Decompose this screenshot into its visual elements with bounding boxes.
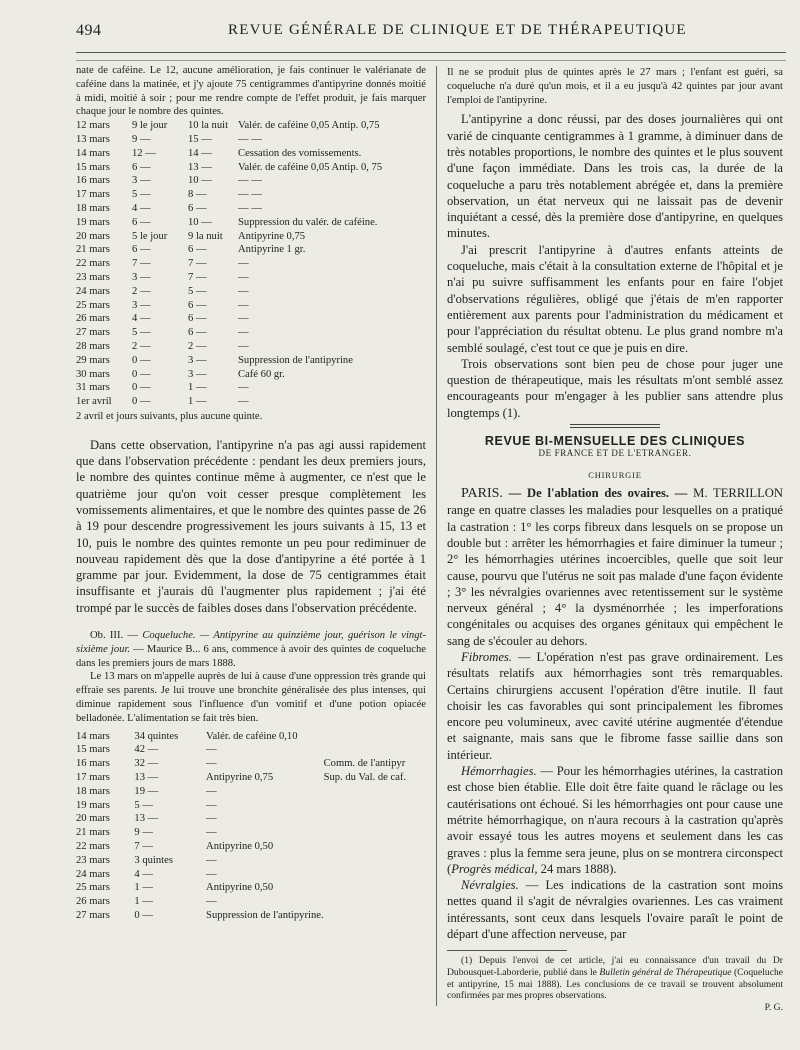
obs3-row-count: 34 quintes <box>134 730 179 742</box>
obs3-row-extra <box>324 785 422 799</box>
obs3-row-extra <box>324 868 422 882</box>
obs3-row-treat: — <box>206 827 217 839</box>
obs3-row <box>76 868 422 882</box>
daily-row-date: 28 mars <box>76 340 110 352</box>
obs3-row-treat: — <box>206 896 217 908</box>
decorative-rule <box>570 424 660 428</box>
obs3-row-extra <box>324 840 422 854</box>
obs3-row-count: 5 — <box>134 799 153 811</box>
daily-row-night: 14 — <box>188 147 212 159</box>
obs3-row-treat: — <box>206 854 217 866</box>
daily-row-day: 5 le jour <box>132 230 168 242</box>
daily-row-note: — <box>238 313 249 325</box>
daily-row-note: — <box>238 340 249 352</box>
obs3-row-extra <box>324 909 422 923</box>
footnote <box>447 955 783 1001</box>
daily-row-date: 1er avril <box>76 396 112 408</box>
daily-row-date: 31 mars <box>76 382 110 394</box>
daily-row-day: 6 — <box>132 216 151 228</box>
daily-row <box>76 202 422 216</box>
obs3-row-treat: — <box>206 813 217 825</box>
daily-row-day: 0 — <box>132 396 151 408</box>
daily-row-day: 2 — <box>132 340 151 352</box>
daily-row <box>76 326 422 340</box>
obs3-heading <box>76 629 426 670</box>
daily-quintes-table <box>76 119 422 409</box>
daily-row-date: 26 mars <box>76 313 110 325</box>
obs3-row-date: 22 mars <box>76 840 110 852</box>
obs3-row <box>76 840 422 854</box>
discussion-paragraph: Dans cette observation, l'antipyrine n'a pas agi aussi rapidement que dans l'observation précédente : pendant les deux premiers jours, le nombre des quintes continue même à augmenter, ce n'est que le quatrième jour qu'on voit cesser presque complètement les vomissements alimentaires, et que le nombre des quintes passe de 26 à 19 pour descendre progressivement les jours suivants à 15, 13 et 10, puis le nombre des quintes remonte un peu pour rediminuer de nouveau rapidement dès que la dose d'antipyrine a été portée à 1 gramme par jour. Evidemment, la dose de 75 centigrammes était insuffisante et j'aurais dû l'augmenter plus rapidement ; j'ai été trompé par le succès de faibles doses dans l'observation précédente. <box>76 437 426 615</box>
daily-row-note: Cessation des vomissements. <box>238 147 362 159</box>
daily-row-night: 9 la nuit <box>188 230 223 242</box>
daily-row-note: — <box>238 396 249 408</box>
daily-row <box>76 340 422 354</box>
section-label: CHIRURGIE <box>588 470 642 481</box>
daily-row-note: — — <box>238 133 262 145</box>
daily-row <box>76 230 422 244</box>
daily-row-day: 6 — <box>132 161 151 173</box>
daily-row <box>76 395 422 409</box>
obs3-row-treat: — <box>206 744 217 756</box>
column-divider <box>436 66 437 1006</box>
daily-row-date: 23 mars <box>76 271 110 283</box>
daily-row-day: 0 — <box>132 382 151 394</box>
daily-row-day: 9 — <box>132 133 151 145</box>
nevralgies-text: — Les indications de la castration sont moins nettes quand il s'agit de névralgies ovariennes. Les cas vraiment intéressants, sont ceux dans lesquels l'ovaire paraît le point de départ d'une affection nerveuse, par <box>447 878 783 942</box>
nevralgies-paragraph <box>447 877 783 942</box>
daily-row-day: 2 — <box>132 285 151 297</box>
obs3-row-count: 7 — <box>134 840 153 852</box>
daily-row-night: 8 — <box>188 189 207 201</box>
daily-row-night: 10 — <box>188 216 212 228</box>
daily-row <box>76 354 422 368</box>
lead-title: — De l'ablation des ovaires. — <box>502 486 694 501</box>
left-column <box>76 64 426 923</box>
hemorrhagies-label: Hémorrhagies. <box>461 764 537 779</box>
obs3-row <box>76 895 422 909</box>
conclusion-paragraph-1: L'antipyrine a donc réussi, par des doses journalières qui ont varié de cinquante centigrammes à 1 gramme, à diminuer dans de très notables proportions, le nombre des quintes et le plus souvent d'une façon immédiate. Dans les trois cas, la durée de la coqueluche a paru très notablement abrégée et, dans la première observation, un état nerveux qui ne laissait pas de devenir inquiétant a cessé, dès la première dose d'antipyrine, en quelques minutes. <box>447 112 783 241</box>
daily-row-night: 15 — <box>188 133 212 145</box>
daily-row-day: 9 le jour <box>132 120 168 132</box>
footnote-citation: Bulletin général de Thérapeutique <box>599 966 732 978</box>
nevralgies-label: Névralgies. <box>461 878 519 893</box>
obs3-row <box>76 812 422 826</box>
daily-row-date: 24 mars <box>76 285 110 297</box>
daily-row-note: — <box>238 271 249 283</box>
hemorrhagies-citation: Progrès médical <box>451 861 535 876</box>
page-number: 494 <box>76 22 102 39</box>
daily-row-date: 18 mars <box>76 202 110 214</box>
daily-row-day: 0 — <box>132 354 151 366</box>
daily-row-day: 12 — <box>132 147 156 159</box>
obs3-row-treat: — <box>206 799 217 811</box>
obs3-row-date: 19 mars <box>76 799 110 811</box>
daily-row-note: — <box>238 382 249 394</box>
header-rule <box>76 52 786 53</box>
obs3-title: Coqueluche. — Antipyrine au quinzième jour, guérison le vingt-sixième jour. <box>76 629 426 655</box>
daily-row-note: — — <box>238 202 262 214</box>
daily-row-night: 6 — <box>188 327 207 339</box>
daily-row-night: 5 — <box>188 285 207 297</box>
daily-row-day: 3 — <box>132 175 151 187</box>
footnote-signature: P. G. <box>764 1001 783 1013</box>
obs3-row-date: 17 mars <box>76 771 110 783</box>
obs3-row-extra <box>324 881 422 895</box>
daily-row-night: 10 — <box>188 175 212 187</box>
obs3-paragraph: Le 13 mars on m'appelle auprès de lui à cause d'une oppression très grande qui effraie ses parents. Je lui trouve une bronchite généralisée des plus intenses, qui diminue rapidement sous l'influence d'un vomitif et d'une potion opiacée belladonée. L'alimentation se fait très bien. <box>76 671 426 724</box>
footnote-text-a: (1) Depuis l'envoi de cet article, j'ai eu connaissance d'un travail du Dr Dubousquet-Laborderie, publié dans le <box>447 955 783 978</box>
obs3-row <box>76 730 422 744</box>
daily-row <box>76 243 422 257</box>
obs3-row <box>76 785 422 799</box>
daily-row-date: 30 mars <box>76 368 110 380</box>
daily-row-day: 5 — <box>132 327 151 339</box>
daily-row-note: Suppression de l'antipyrine <box>238 354 353 366</box>
daily-row <box>76 299 422 313</box>
conclusion-paragraph-3: Trois observations sont bien peu de chose pour juger une question de thérapeutique, mais les résultats m'ont semblé assez encourageants pour m'engager à les publier sans attendre plus longtemps (1). <box>447 356 783 420</box>
obs3-row-extra <box>324 799 422 813</box>
daily-row-date: 15 mars <box>76 161 110 173</box>
obs3-row-treat: Antipyrine 0,50 <box>206 840 274 852</box>
daily-row-date: 27 mars <box>76 327 110 339</box>
daily-row-note: Antipyrine 0,75 <box>238 230 306 242</box>
obs3-row-count: 4 — <box>134 868 153 880</box>
daily-row-note: — <box>238 285 249 297</box>
daily-row-night: 6 — <box>188 299 207 311</box>
daily-row-note: Suppression du valér. de caféine. <box>238 216 378 228</box>
journal-title: REVUE BI-MENSUELLE DES CLINIQUES <box>484 434 746 449</box>
daily-row-night: 10 la nuit <box>188 120 229 132</box>
obs3-row <box>76 771 422 785</box>
daily-row-day: 7 — <box>132 258 151 270</box>
obs3-row-treat: Valér. de caféine 0,10 <box>206 730 298 742</box>
footnote-rule <box>447 950 567 951</box>
obs3-row-extra <box>324 895 422 909</box>
daily-row-night: 6 — <box>188 244 207 256</box>
obs3-row-count: 1 — <box>134 882 153 894</box>
daily-row-date: 16 mars <box>76 175 110 187</box>
obs3-row-date: 23 mars <box>76 854 110 866</box>
daily-row-date: 19 mars <box>76 216 110 228</box>
obs3-row-count: 1 — <box>134 896 153 908</box>
daily-row-note: Café 60 gr. <box>238 368 285 380</box>
daily-row-note: — — <box>238 175 262 187</box>
daily-row-day: 3 — <box>132 299 151 311</box>
obs3-row-extra <box>324 730 422 744</box>
daily-row-day: 3 — <box>132 271 151 283</box>
daily-row <box>76 174 422 188</box>
obs3-row <box>76 757 422 771</box>
header-rule-thin <box>76 60 786 61</box>
conclusion-paragraph-2: J'ai prescrit l'antipyrine à d'autres enfants atteints de coqueluche, mais c'était à la consultation externe de l'hôpital et je n'ai pu suivre suffisamment les enfants pour en faire l'objet d'observations régulières, obligé que j'étais de m'en rapporter entièrement aux parents pour l'administration du médicament et pour l'appréciation du résultat obtenu. Le plus grand nombre m'a semblé soulagé, c'est tout ce que je puis en dire. <box>447 242 783 355</box>
obs3-row-date: 21 mars <box>76 827 110 839</box>
daily-row-night: 3 — <box>188 354 207 366</box>
hemorrhagies-end: , 24 mars 1888). <box>534 861 617 876</box>
obs3-row-treat: Antipyrine 0,50 <box>206 882 274 894</box>
obs3-row-treat: — <box>206 758 217 770</box>
fibromes-paragraph <box>447 649 783 763</box>
daily-row-date: 29 mars <box>76 354 110 366</box>
daily-row <box>76 188 422 202</box>
intro-text: nate de caféine. Le 12, aucune amélioration, je fais continuer le valérianate de caféine dans la matinée, et j'y ajoute 75 centigrammes d'antipyrine donnés moitié à midi, moitié à soir ; pour me rendre compte de l'effet produit, je fais marquer chaque jour le nombre des quintes. <box>76 65 426 118</box>
obs3-table <box>76 730 422 923</box>
obs3-row-date: 14 mars <box>76 730 110 742</box>
fibromes-label: Fibromes. <box>461 650 512 664</box>
lead-paragraph <box>447 485 783 649</box>
obs3-row-extra <box>324 826 422 840</box>
daily-row-night: 1 — <box>188 396 207 408</box>
obs3-row <box>76 854 422 868</box>
daily-row-night: 13 — <box>188 161 212 173</box>
daily-row <box>76 368 422 382</box>
daily-row-note: — <box>238 299 249 311</box>
obs3-row-extra <box>324 743 422 757</box>
daily-row-date: 20 mars <box>76 230 110 242</box>
daily-row <box>76 119 422 133</box>
daily-row-day: 4 — <box>132 202 151 214</box>
daily-row-date: 21 mars <box>76 244 110 256</box>
daily-row-night: 2 — <box>188 340 207 352</box>
obs3-row-treat: — <box>206 785 217 797</box>
daily-row-date: 17 mars <box>76 189 110 201</box>
obs3-row-extra: Sup. du Val. de caf. <box>323 771 407 783</box>
hemorrhagies-paragraph <box>447 763 783 877</box>
lead-text: range en quatre classes les maladies pour lesquelles on a pratiqué la castration : 1° les corps fibreux dans lesquels on se propose un double but : arrêter les hémorrhagies et faire diminuer la tumeur ; 2° les hémorrhagies utérines incoercibles, quelle que soit leur cause, pourvu que l'utérus ne soit pas malade d'une façon évidente ; 3° les névralgies ovariennes avec retentissement sur le système nerveux général ; 4° la dysménorrhée ; les imperforations congénitales ou acquises des organes génitaux qui empêchent le sang de s'écouler au dehors. <box>447 503 783 648</box>
daily-row-day: 4 — <box>132 313 151 325</box>
daily-footer: 2 avril et jours suivants, plus aucune quinte. <box>76 410 263 422</box>
daily-row-note: — <box>238 327 249 339</box>
daily-row-date: 12 mars <box>76 120 110 132</box>
daily-row-note: Valér. de caféine 0,05 Antip. 0,75 <box>238 120 380 132</box>
daily-row-night: 1 — <box>188 382 207 394</box>
obs3-row-date: 25 mars <box>76 882 110 894</box>
daily-row <box>76 147 422 161</box>
obs3-rest: — Maurice B... 6 ans, commence à avoir des quintes de coqueluche dans les premiers jours de mars 1888. <box>76 643 426 669</box>
journal-subtitle: DE FRANCE ET DE L'ETRANGER. <box>538 448 692 459</box>
footnote-text-b: (Coqueluche et antipyrine, 15 mai 1888). Les conclusions de ce travail se trouvent absolument confirmées par mes propres observations. <box>447 966 784 1002</box>
obs3-row-count: 42 — <box>134 744 159 756</box>
running-head: REVUE GÉNÉRALE DE CLINIQUE ET DE THÉRAPEUTIQUE <box>228 22 687 38</box>
obs3-row-date: 15 mars <box>76 744 110 756</box>
obs3-row-date: 27 mars <box>76 909 110 921</box>
daily-row <box>76 271 422 285</box>
daily-row <box>76 161 422 175</box>
daily-row <box>76 257 422 271</box>
obs3-row-date: 20 mars <box>76 813 110 825</box>
daily-row-night: 3 — <box>188 368 207 380</box>
daily-row <box>76 381 422 395</box>
obs3-row-date: 18 mars <box>76 785 110 797</box>
lead-author: M. TERRILLON <box>693 486 783 501</box>
daily-row <box>76 312 422 326</box>
obs3-row-count: 9 — <box>134 827 153 839</box>
obs3-row-extra: Comm. de l'antipyr <box>323 758 406 770</box>
daily-row-night: 7 — <box>188 271 207 283</box>
obs3-row-count: 32 — <box>134 758 159 770</box>
obs3-row-date: 26 mars <box>76 896 110 908</box>
obs3-row <box>76 826 422 840</box>
obs3-row-count: 19 — <box>134 785 159 797</box>
obs3-row <box>76 909 422 923</box>
obs3-row-extra <box>324 854 422 868</box>
daily-row-night: 6 — <box>188 313 207 325</box>
daily-row <box>76 285 422 299</box>
daily-row-date: 22 mars <box>76 258 110 270</box>
obs3-row-date: 24 mars <box>76 868 110 880</box>
daily-row-note: — <box>238 258 249 270</box>
daily-row-day: 0 — <box>132 368 151 380</box>
right-column <box>447 66 783 1013</box>
lead-city: PARIS. <box>461 486 503 502</box>
obs3-row-count: 0 — <box>134 909 153 921</box>
right-top-text: Il ne se produit plus de quintes après le 27 mars ; l'enfant est guéri, sa coqueluche n'a duré qu'un mois, et il a eu jusqu'à 42 quintes par jour avant l'emploi de l'antipyrine. <box>447 67 783 106</box>
obs3-row <box>76 743 422 757</box>
obs3-row-treat: Antipyrine 0,75 <box>206 771 274 783</box>
obs3-row-treat: Suppression de l'antipyrine. <box>206 909 324 921</box>
daily-row-date: 13 mars <box>76 133 110 145</box>
hemorrhagies-text: — Pour les hémorrhagies utérines, la castration est chose bien établie. Elle doit être faite quand le râclage ou les cautérisations ont échoué. Si les hémorrhagies ont pour cause une métrite hémorrhagique, on n'aura recours à la castration qu'après avoir essayé tous les autres moyens et seulement dans les cas graves : plus la femme sera jeune, plus on se montrera circonspect ( <box>447 764 783 876</box>
daily-row-night: 6 — <box>188 202 207 214</box>
daily-row-date: 25 mars <box>76 299 110 311</box>
obs3-row-count: 13 — <box>134 771 159 783</box>
daily-row <box>76 133 422 147</box>
daily-row-day: 6 — <box>132 244 151 256</box>
obs3-row-treat: — <box>206 868 217 880</box>
daily-row-date: 14 mars <box>76 147 110 159</box>
obs3-row <box>76 881 422 895</box>
obs3-row-date: 16 mars <box>76 758 110 770</box>
daily-row-day: 5 — <box>132 189 151 201</box>
daily-row-note: — — <box>238 189 262 201</box>
obs3-row-extra <box>324 812 422 826</box>
obs3-row-count: 13 — <box>134 813 159 825</box>
obs3-label: Ob. III. — <box>90 629 143 641</box>
daily-row-night: 7 — <box>188 258 207 270</box>
obs3-row-count: 3 quintes <box>134 854 173 866</box>
obs3-row <box>76 799 422 813</box>
daily-row-note: Valér. de caféine 0,05 Antip. 0, 75 <box>238 161 383 173</box>
daily-row-note: Antipyrine 1 gr. <box>238 244 306 256</box>
daily-row <box>76 216 422 230</box>
fibromes-text: — L'opération n'est pas grave ordinairement. Les résultats relatifs aux hémorrhagies sont très remarquables. Certains chirurgiens accusent l'opération d'être inutile. Il faut choisir les cas favorables qui sont principalement les fibromes encore peu volumineux, avec cavité utérine augmentée d'étendue et saignante, mais sans que le fibrome fasse saillie dans son intérieur. <box>447 650 783 762</box>
